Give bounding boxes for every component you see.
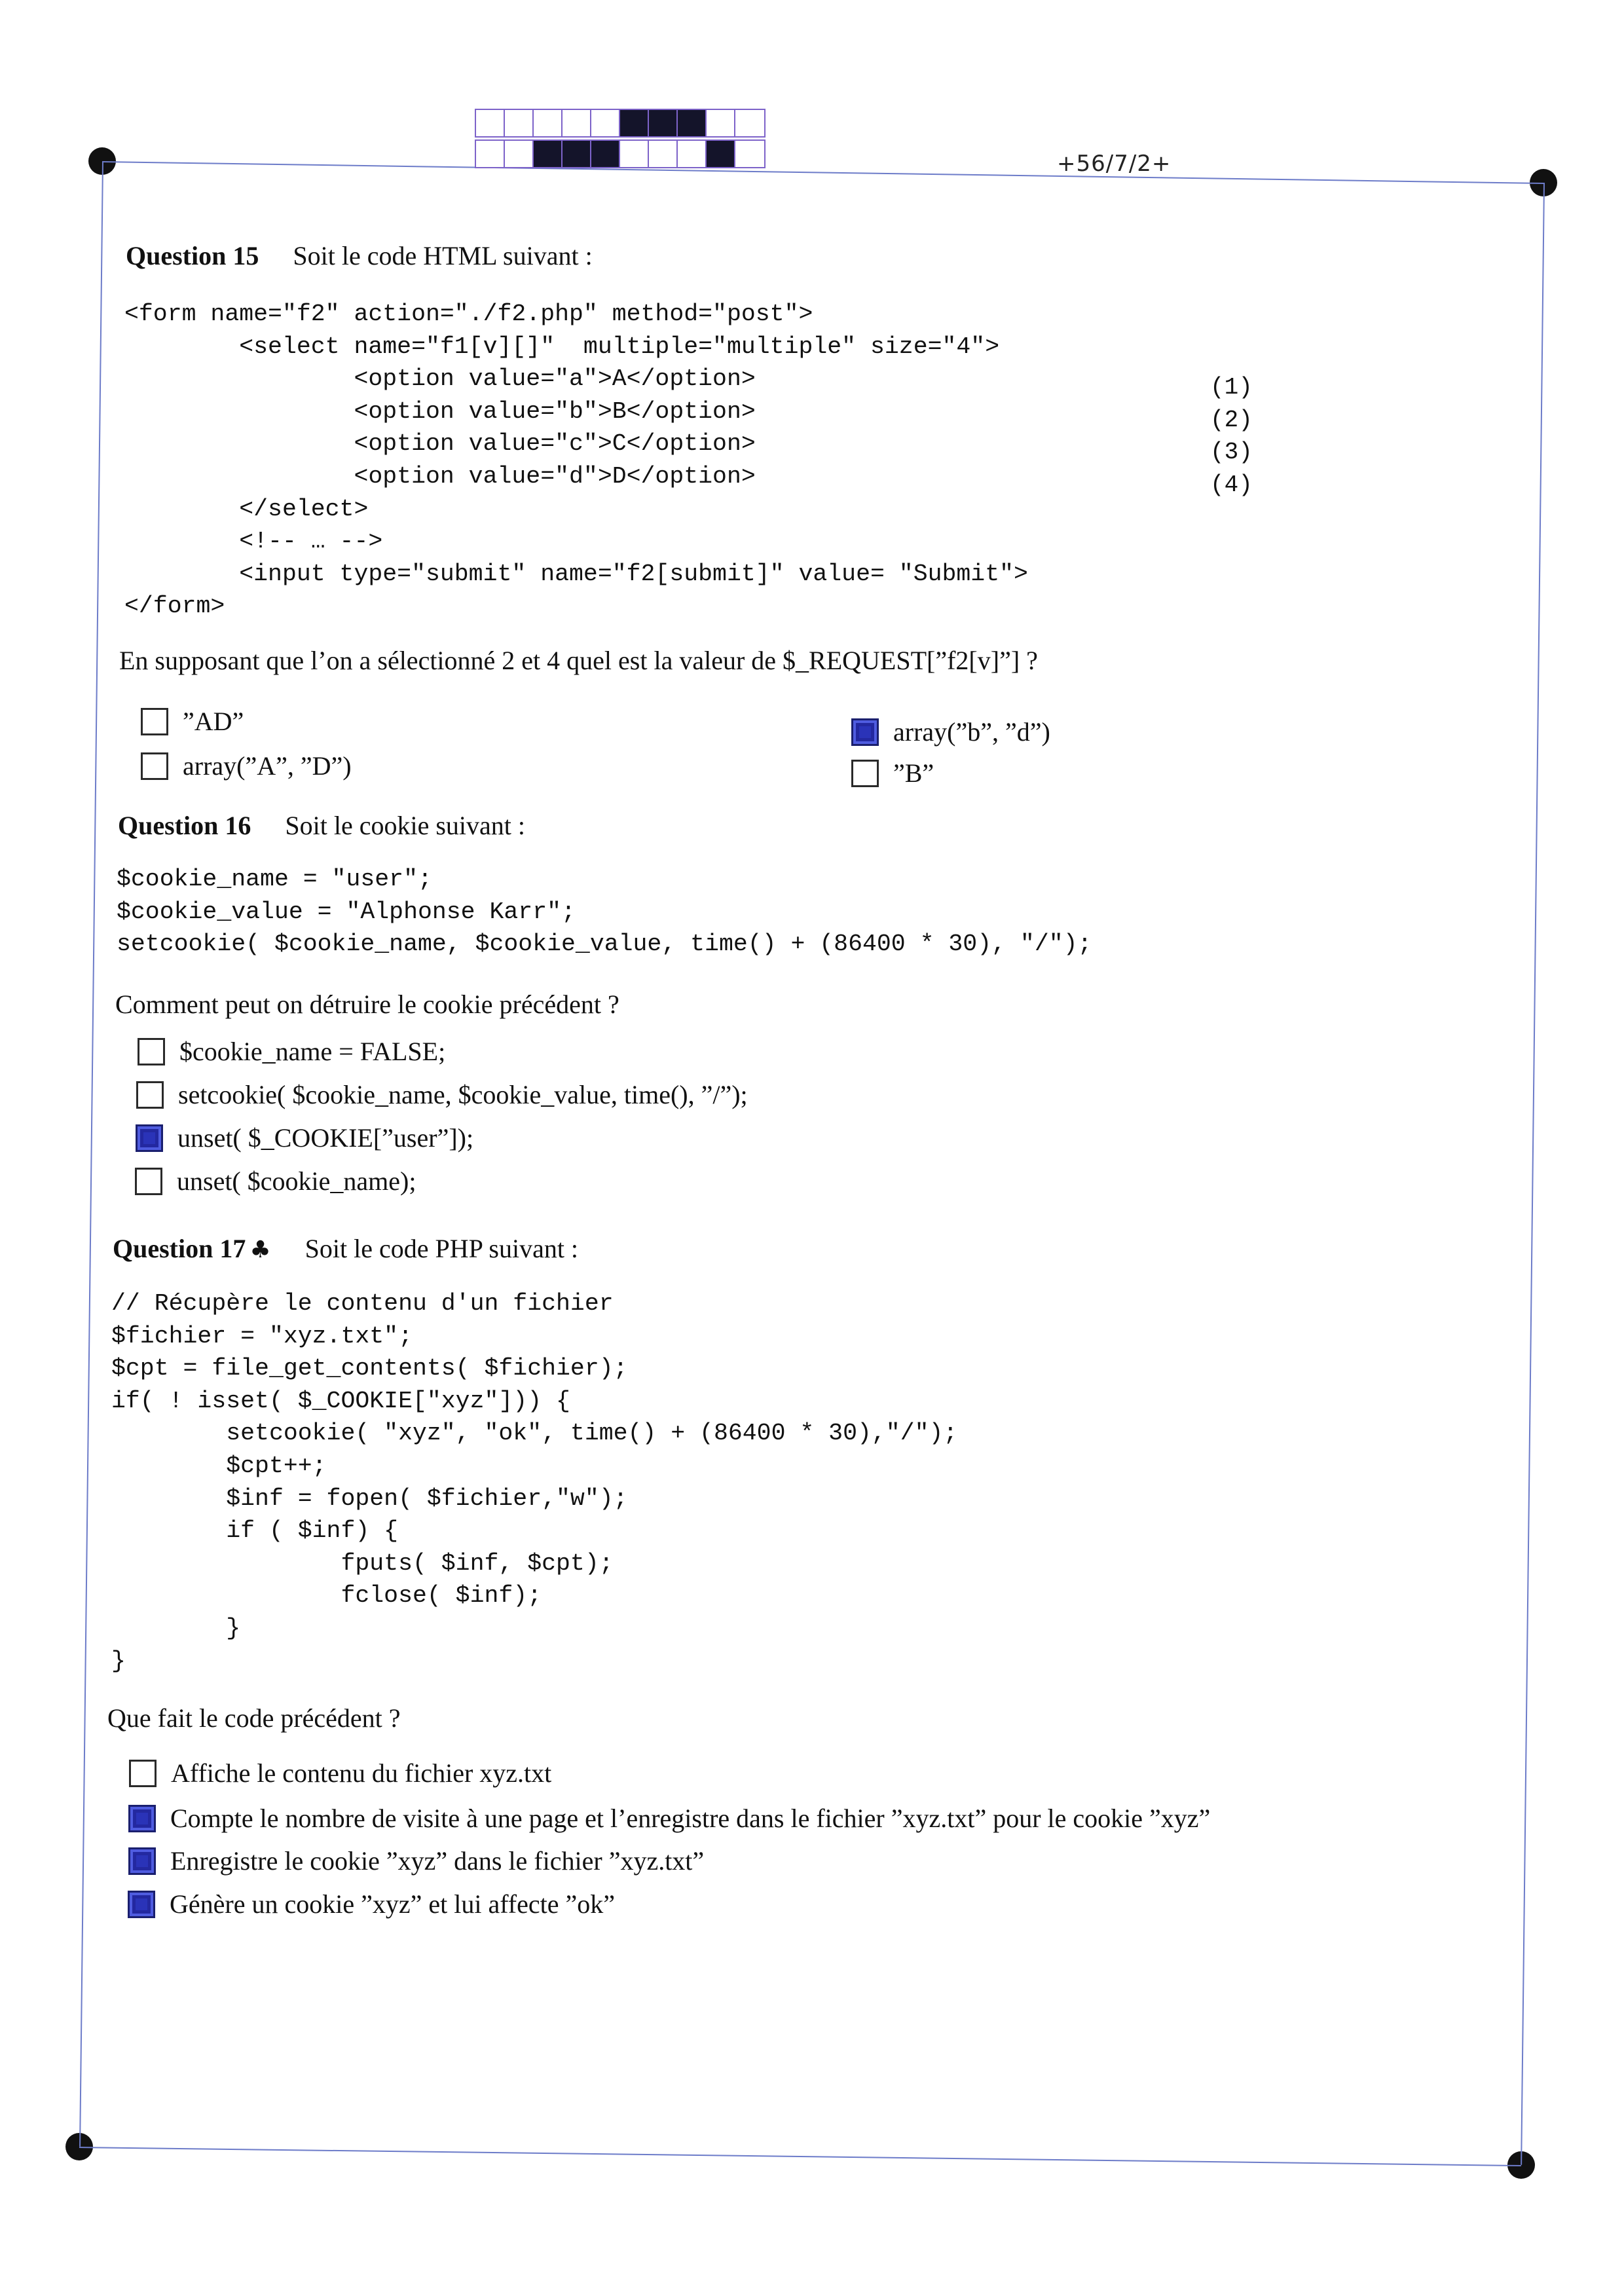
code-line: fputs( $inf, $cpt); [111,1549,614,1577]
barcode-cell [505,110,534,136]
option-label: unset( $cookie_name); [177,1166,416,1196]
answer-option[interactable] [851,758,934,788]
code-line: } [111,1614,241,1642]
barcode-cell [476,141,505,167]
barcode-cell [620,141,649,167]
html-code-block [124,298,1028,623]
checkbox[interactable] [129,1760,157,1787]
answer-option[interactable] [128,1845,704,1876]
php-code-block [111,1287,957,1677]
barcode-cell [534,110,563,136]
option-label: ”AD” [183,707,244,736]
code-line: $cpt = file_get_contents( $fichier); [111,1355,628,1382]
option-label: ”B” [893,758,934,788]
option-label: Enregistre le cookie ”xyz” dans le fichier ”xyz.txt” [170,1846,705,1876]
frame-right [1521,183,1545,2165]
frame-left [79,161,103,2147]
question-intro: Soit le code PHP suivant : [304,1234,579,1263]
question-intro: Soit le code HTML suivant : [293,241,593,270]
answer-option[interactable] [136,1079,748,1110]
question-title: Question 15 [126,241,259,270]
checkbox[interactable] [128,1805,156,1832]
code-line: $cpt++; [111,1452,327,1479]
barcode-cell [563,110,591,136]
code-line: if ( $inf) { [111,1517,399,1545]
code-line: </form> [124,593,225,620]
club-icon: ♣ [249,1236,271,1263]
line-number: (2) [1210,406,1253,434]
barcode-cell [678,110,707,136]
barcode-cell [591,110,620,136]
code-line: fclose( $inf); [111,1582,542,1610]
code-line: </select> [124,495,369,523]
option-label: array(”A”, ”D”) [183,751,352,781]
php-code-block [117,863,1092,961]
barcode-cell [735,110,764,136]
barcode-cell [707,110,735,136]
line-number: (4) [1210,471,1253,498]
code-line: setcookie( $cookie_name, $cookie_value, time() + (86400 * 30), "/"); [117,931,1092,958]
checkbox[interactable] [128,1891,155,1918]
question-prompt: Comment peut on détruire le cookie précédent ? [115,990,619,1019]
question-prompt: En supposant que l’on a sélectionné 2 et 4 quel est la valeur de $_REQUEST[”f2[v]”] ? [119,646,1038,675]
frame-bottom [79,2147,1521,2166]
code-line: $cookie_name = "user"; [117,866,432,893]
question-title [113,1234,271,1263]
code-line: <option value="d">D</option> [124,462,756,490]
page-identifier: +56/7/2+ [1057,151,1172,177]
answer-option[interactable] [141,750,352,781]
barcode-cell [620,110,649,136]
checkbox[interactable] [141,708,168,735]
code-line: } [111,1647,126,1675]
barcode-cell [563,141,591,167]
question-17-heading [113,1233,578,1264]
question-title-text: Question 17 [113,1234,246,1263]
question-prompt: Que fait le code précédent ? [107,1703,401,1733]
question-15-heading [126,240,593,271]
checkbox[interactable] [136,1081,164,1109]
code-line: <option value="a">A</option> [124,365,756,393]
barcode-row-2 [475,139,766,168]
barcode-cell [649,141,678,167]
option-label: Compte le nombre de visite à une page et l’enregistre dans le fichier ”xyz.txt” pour le cookie ”xyz” [170,1804,1211,1833]
checkbox[interactable] [851,718,879,746]
barcode-cell [649,110,678,136]
option-label: Génère un cookie ”xyz” et lui affecte ”ok” [170,1889,615,1919]
code-line: $inf = fopen( $fichier,"w"); [111,1485,628,1512]
option-label: setcookie( $cookie_name, $cookie_value, time(), ”/”); [178,1080,748,1109]
barcode-row-1 [475,109,766,138]
code-line: $fichier = "xyz.txt"; [111,1322,413,1350]
barcode-cell [534,141,563,167]
code-line: <option value="b">B</option> [124,398,756,425]
code-line: <!-- … --> [124,528,383,555]
barcode-cell [476,110,505,136]
frame-top [102,161,1544,184]
checkbox[interactable] [136,1124,163,1152]
code-line: // Récupère le contenu d'un fichier [111,1290,614,1317]
checkbox[interactable] [135,1168,162,1195]
option-label: Affiche le contenu du fichier xyz.txt [171,1758,552,1788]
answer-option[interactable] [136,1122,473,1153]
answer-option[interactable] [128,1803,1210,1834]
question-intro: Soit le cookie suivant : [285,811,525,840]
answer-option[interactable] [135,1166,416,1196]
option-label: array(”b”, ”d”) [893,717,1050,747]
checkbox[interactable] [851,760,879,787]
option-line-numbers [1210,371,1253,501]
answer-option[interactable] [129,1758,551,1788]
code-line: <input type="submit" name="f2[submit]" value= "Submit"> [124,560,1028,587]
question-title: Question 16 [118,811,251,840]
answer-option[interactable] [138,1036,445,1067]
checkbox[interactable] [141,752,168,780]
barcode-cell [735,141,764,167]
answer-option[interactable] [851,716,1050,747]
answer-option[interactable] [128,1889,615,1919]
barcode-cell [707,141,735,167]
option-label: unset( $_COOKIE[”user”]); [177,1123,474,1153]
question-16-heading [118,810,525,841]
barcode-cell [591,141,620,167]
code-line: if( ! isset( $_COOKIE["xyz"])) { [111,1387,570,1415]
checkbox[interactable] [138,1038,165,1065]
option-label: $cookie_name = FALSE; [179,1037,446,1066]
code-line: <select name="f1[v][]" multiple="multiple" size="4"> [124,333,1000,360]
code-line: setcookie( "xyz", "ok", time() + (86400 * 30),"/"); [111,1420,958,1447]
barcode-cell [505,141,534,167]
answer-option[interactable] [141,706,244,737]
checkbox[interactable] [128,1847,156,1875]
code-line: $cookie_value = "Alphonse Karr"; [117,898,576,925]
code-line: <option value="c">C</option> [124,430,756,458]
barcode-cell [678,141,707,167]
line-number: (3) [1210,439,1253,466]
code-line: <form name="f2" action="./f2.php" method="post"> [124,301,813,327]
line-number: (1) [1210,374,1253,401]
